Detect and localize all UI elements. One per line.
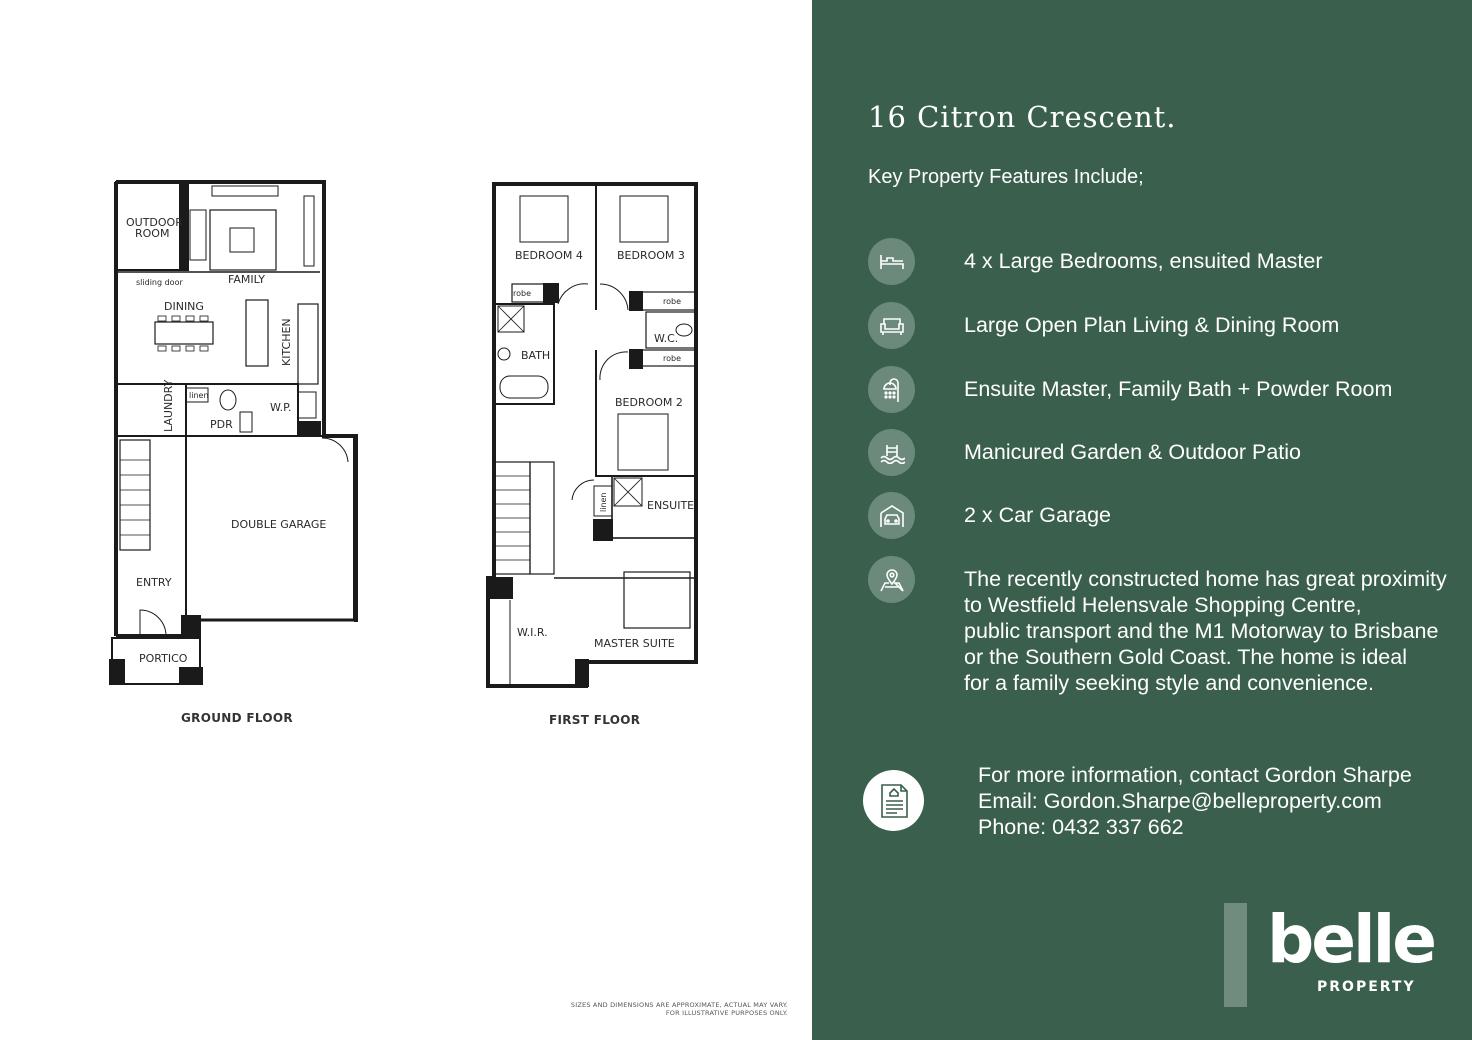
features-heading: Key Property Features Include;: [868, 166, 1144, 188]
sofa-icon: [868, 302, 915, 349]
disclaimer-line-2: FOR ILLUSTRATIVE PURPOSES ONLY.: [665, 1009, 788, 1017]
feature-text: 4 x Large Bedrooms, ensuited Master: [964, 249, 1323, 273]
label-master-suite: MASTER SUITE: [594, 637, 675, 650]
bed-icon: [868, 238, 915, 285]
label-robe-bedroom-2: robe: [663, 354, 682, 363]
belle-logo: belle: [1267, 901, 1435, 978]
shower-icon: [868, 366, 915, 413]
label-dining: DINING: [164, 300, 204, 313]
label-linen-ground: linen: [189, 391, 209, 400]
label-wp: W.P.: [270, 401, 292, 414]
label-double-garage: DOUBLE GARAGE: [231, 518, 327, 531]
label-linen-first: linen: [599, 492, 608, 512]
label-bedroom-4: BEDROOM 4: [515, 249, 583, 262]
label-outdoor-room: OUTDOOR: [126, 216, 183, 229]
label-robe-bedroom-3: robe: [663, 297, 682, 306]
belle-logo-subtitle: PROPERTY: [1317, 979, 1416, 995]
document-icon: [863, 770, 924, 831]
label-ensuite: ENSUITE: [647, 499, 695, 512]
label-sliding-door: sliding door: [136, 278, 183, 287]
logo-bar: [1224, 903, 1247, 1007]
label-wir: W.I.R.: [517, 626, 548, 639]
contact-details: [978, 762, 1412, 840]
feature-text: Manicured Garden & Outdoor Patio: [964, 440, 1302, 464]
ground-floor-plan: [110, 182, 356, 684]
car-icon: [868, 492, 915, 539]
contact-intro: For more information, contact Gordon Sharpe: [978, 763, 1412, 787]
label-outdoor-room-line2: ROOM: [135, 227, 170, 240]
pool-icon: [868, 429, 915, 476]
disclaimer-line-1: SIZES AND DIMENSIONS ARE APPROXIMATE, ACTUAL MAY VARY.: [570, 1001, 788, 1009]
label-entry: ENTRY: [136, 576, 172, 589]
label-pdr: PDR: [210, 418, 233, 431]
label-laundry: LAUNDRY: [162, 379, 175, 432]
contact-phone[interactable]: Phone: 0432 337 662: [978, 815, 1184, 839]
label-kitchen: KITCHEN: [280, 318, 293, 366]
label-family: FAMILY: [228, 273, 265, 286]
disclaimer: [520, 1001, 788, 1017]
first-floor-caption: FIRST FLOOR: [549, 713, 641, 727]
feature-text: The recently constructed home has great proximity to Westfield Helensvale Shopping Centre, public transport and the M1 Motorway to Brisbane or the Southern Gold Coast. The home is ideal for a family seeking style and convenience.: [964, 567, 1447, 695]
label-robe-bedroom-4: robe: [513, 289, 532, 298]
feature-text: 2 x Car Garage: [964, 503, 1111, 527]
feature-text: Large Open Plan Living & Dining Room: [964, 313, 1340, 337]
feature-text: Ensuite Master, Family Bath + Powder Room: [964, 377, 1393, 401]
label-bedroom-2: BEDROOM 2: [615, 396, 683, 409]
label-bedroom-3: BEDROOM 3: [617, 249, 685, 262]
info-panel: [812, 0, 1472, 1040]
property-title: 16 Citron Crescent.: [868, 100, 1177, 134]
location-icon: [868, 556, 915, 603]
label-portico: PORTICO: [139, 652, 188, 665]
contact-email[interactable]: Email: Gordon.Sharpe@belleproperty.com: [978, 789, 1382, 813]
label-wc: W.C.: [654, 332, 679, 345]
label-bath: BATH: [521, 349, 551, 362]
ground-floor-caption: GROUND FLOOR: [181, 711, 293, 725]
